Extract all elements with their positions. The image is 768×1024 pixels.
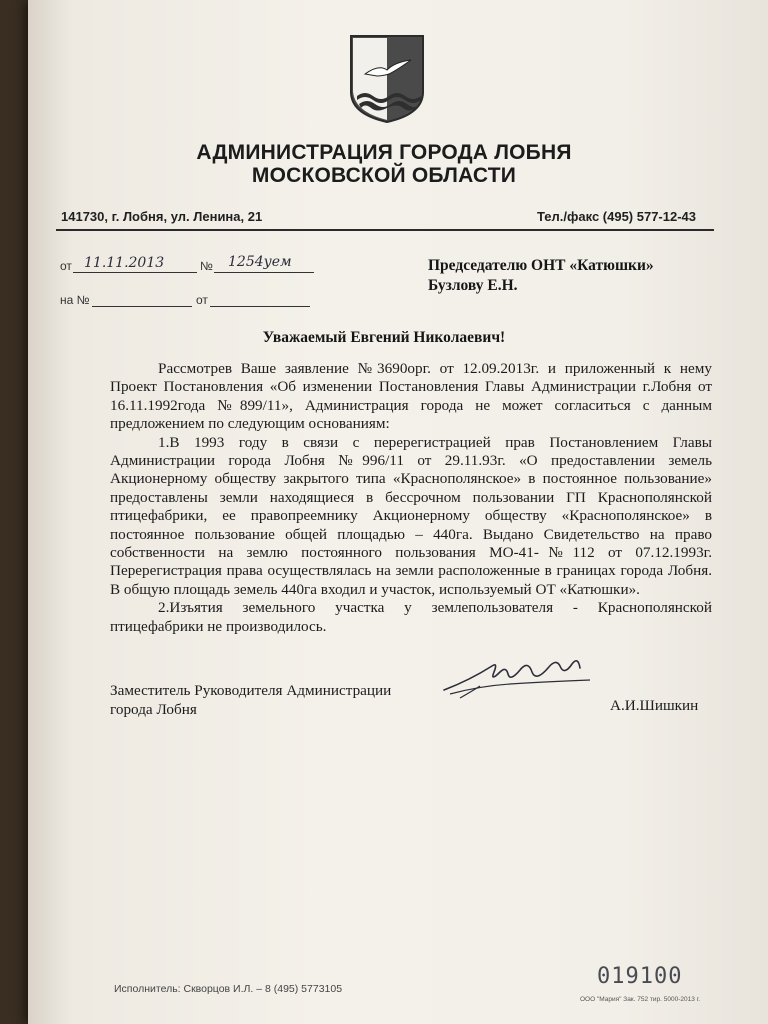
reply-number-label: на №: [60, 293, 90, 307]
reply-from-label: от: [196, 293, 208, 307]
from-date-value: 11.11.2013: [84, 255, 165, 271]
coat-of-arms-icon: [347, 34, 427, 124]
body-paragraph: 1.В 1993 году в связи с перерегистрацией прав Постановлением Главы Администрации города Лобня №996/11 от 29.11.93г. «О предоставлении земель Акционерному обществу закрытого типа «Краснополянское» в постоянное пользование» предоставлены земли находящиеся в бессрочном пользовании ГП Краснополянской птицефабрики, ее правопреемнику Акционерному обществу «Краснополянское» в постоянное пользование общей площадью – 440га. Выдано Свидетельство на право собственности на землю постоянного пользования МО-41-№112 от 07.12.1993г. Перерегистрация права осуществлялась на земли расположенные в границах города Лобня. В общую площадь земель 440га входил и участок, используемый ОТ «Катюшки».: [110, 433, 712, 598]
header-divider: [56, 229, 714, 231]
executor-info: Исполнитель: Скворцов И.Л. – 8 (495) 5773105: [114, 983, 343, 995]
recipient-name: Бузлову Е.Н.: [428, 277, 518, 294]
organization-region: МОСКОВСКОЙ ОБЛАСТИ: [251, 164, 517, 187]
body-paragraph: 2.Изъятия земельного участка у землепользователя - Краснополянской птицефабрики не производилось.: [110, 599, 712, 635]
recipient-block: [428, 256, 654, 296]
organization-name: АДМИНИСТРАЦИЯ ГОРОДА ЛОБНЯ: [196, 141, 572, 164]
organization-address: 141730, г. Лобня, ул. Ленина, 21: [61, 209, 263, 224]
recipient-position: Председателю ОНТ «Катюшки»: [428, 257, 654, 274]
form-serial-number: 019100: [597, 964, 683, 989]
signer-position: [110, 681, 391, 719]
letter-body: [110, 360, 712, 636]
signer-name: А.И.Шишкин: [610, 697, 699, 714]
number-value: 1254уем: [228, 254, 292, 270]
reply-number-line: [92, 292, 192, 307]
organization-phone: Тел./факс (495) 577-12-43: [537, 209, 697, 224]
signer-position-line1: Заместитель Руководителя Администрации: [110, 682, 392, 699]
from-label: от: [60, 259, 72, 273]
printer-imprint: ООО "Мария" Зак. 752 тир. 5000-2013 г.: [580, 996, 701, 1003]
body-paragraph: Рассмотрев Ваше заявление №3690орг. от 12.09.2013г. и приложенный к нему Проект Постановления «Об изменении Постановления Главы Администрации г.Лобня от 16.11.1992года №899/11», Администрация города не может согласиться с данным предложением по следующим основаниям:: [110, 360, 712, 433]
number-label: №: [200, 259, 213, 273]
reply-from-line: [210, 292, 310, 307]
handwritten-signature: [440, 646, 600, 706]
signer-position-line2: города Лобня: [110, 701, 197, 718]
salutation: Уважаемый Евгений Николаевич!: [262, 329, 506, 346]
